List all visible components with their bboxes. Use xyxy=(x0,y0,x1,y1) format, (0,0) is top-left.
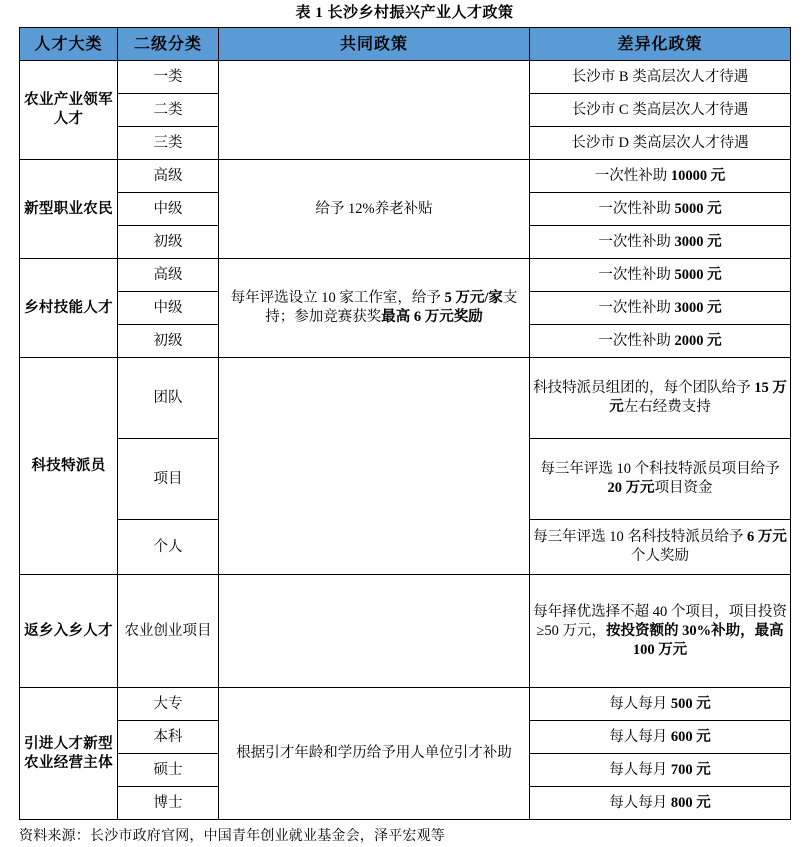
cell-subcategory: 硕士 xyxy=(118,754,219,787)
cell-differentiated-policy xyxy=(530,754,791,787)
diff-amount: 700 元 xyxy=(670,761,711,778)
cell-category-imported-talent: 引进人才新型农业经营主体 xyxy=(20,688,118,820)
diff-text: 一次性补助 xyxy=(598,233,675,250)
cell-differentiated-policy: 长沙市 B 类高层次人才待遇 xyxy=(530,61,791,94)
table-row xyxy=(20,61,791,94)
diff-text: 科技特派员组团的，每个团队给予 xyxy=(533,380,755,396)
cell-differentiated-policy xyxy=(530,688,791,721)
diff-amount: 15 万元 xyxy=(609,380,787,415)
cell-subcategory: 中级 xyxy=(118,193,219,226)
cell-differentiated-policy xyxy=(530,787,791,820)
diff-amount: 3000 元 xyxy=(674,299,722,316)
cell-common-policy xyxy=(219,259,530,358)
common-amount: 5 万元/家 xyxy=(444,290,503,306)
common-text: 每年评选设立 10 家工作室，给予 xyxy=(230,290,445,306)
cell-differentiated-policy xyxy=(530,160,791,193)
diff-text: 一次性补助 xyxy=(598,200,675,217)
common-amount: 最高 6 万元奖励 xyxy=(381,309,483,325)
diff-amount: 6 万元 xyxy=(747,529,787,545)
diff-text: 每人每月 xyxy=(609,794,671,811)
cell-common-policy xyxy=(219,575,530,688)
table-row xyxy=(20,575,791,688)
table-body xyxy=(20,61,791,820)
cell-common-policy xyxy=(219,358,530,575)
header-row xyxy=(20,28,791,61)
cell-subcategory: 项目 xyxy=(118,439,219,520)
cell-differentiated-policy xyxy=(530,226,791,259)
cell-differentiated-policy xyxy=(530,358,791,439)
diff-amount: 3000 元 xyxy=(674,233,722,250)
diff-amount: 500 元 xyxy=(670,695,711,712)
cell-common-policy: 根据引才年龄和学历给予用人单位引才补助 xyxy=(219,688,530,820)
column-header-category: 人才大类 xyxy=(20,28,118,61)
diff-amount: 按投资额的 30%补助，最高 100 万元 xyxy=(605,622,784,658)
cell-differentiated-policy: 长沙市 D 类高层次人才待遇 xyxy=(530,127,791,160)
policy-table-container xyxy=(19,27,790,820)
cell-differentiated-policy xyxy=(530,520,791,575)
page-title: 表 1 长沙乡村振兴产业人才政策 xyxy=(295,5,514,21)
diff-amount: 2000 元 xyxy=(674,332,722,349)
column-header-differentiated-policy: 差异化政策 xyxy=(530,28,791,61)
cell-subcategory: 个人 xyxy=(118,520,219,575)
diff-text: 每人每月 xyxy=(609,695,671,712)
cell-subcategory: 农业创业项目 xyxy=(118,575,219,688)
table-row xyxy=(20,358,791,439)
table-header xyxy=(20,28,791,61)
cell-subcategory: 大专 xyxy=(118,688,219,721)
diff-amount: 600 元 xyxy=(670,728,711,745)
table-row xyxy=(20,259,791,292)
diff-amount: 5000 元 xyxy=(674,266,722,283)
diff-text: 一次性补助 xyxy=(598,299,675,316)
diff-amount: 20 万元 xyxy=(607,480,655,496)
cell-differentiated-policy xyxy=(530,292,791,325)
policy-table xyxy=(19,27,791,820)
cell-category-tech-commissioner: 科技特派员 xyxy=(20,358,118,575)
cell-differentiated-policy xyxy=(530,721,791,754)
diff-text: 每三年评选 10 个科技特派员项目给予 xyxy=(540,461,780,477)
cell-subcategory: 高级 xyxy=(118,160,219,193)
cell-differentiated-policy xyxy=(530,439,791,520)
diff-text: 每人每月 xyxy=(609,728,671,745)
cell-subcategory: 本科 xyxy=(118,721,219,754)
diff-text: 每三年评选 10 名科技特派员给予 xyxy=(533,529,747,545)
cell-differentiated-policy xyxy=(530,575,791,688)
diff-text: 一次性补助 xyxy=(594,167,671,184)
diff-text: 项目资金 xyxy=(654,480,713,496)
common-text: 支持；参加竞赛获奖 xyxy=(265,290,518,325)
diff-text: 个人奖励 xyxy=(631,548,689,564)
diff-text: 每人每月 xyxy=(609,761,671,778)
cell-category-agri-leader: 农业产业领军人才 xyxy=(20,61,118,160)
source-note: 资料来源：长沙市政府官网，中国青年创业就业基金会，泽平宏观等 xyxy=(19,829,445,844)
cell-subcategory: 二类 xyxy=(118,94,219,127)
cell-differentiated-policy: 长沙市 C 类高层次人才待遇 xyxy=(530,94,791,127)
cell-category-returning-talent: 返乡入乡人才 xyxy=(20,575,118,688)
cell-subcategory: 三类 xyxy=(118,127,219,160)
diff-amount: 800 元 xyxy=(670,794,711,811)
diff-amount: 10000 元 xyxy=(670,167,726,184)
table-row xyxy=(20,688,791,721)
cell-subcategory: 一类 xyxy=(118,61,219,94)
diff-text: 一次性补助 xyxy=(598,266,675,283)
cell-subcategory: 高级 xyxy=(118,259,219,292)
table-row xyxy=(20,160,791,193)
cell-category-new-farmer: 新型职业农民 xyxy=(20,160,118,259)
cell-differentiated-policy xyxy=(530,259,791,292)
diff-text: 左右经费支持 xyxy=(623,399,711,415)
diff-text: 一次性补助 xyxy=(598,332,675,349)
cell-subcategory: 中级 xyxy=(118,292,219,325)
cell-differentiated-policy xyxy=(530,193,791,226)
column-header-subcategory: 二级分类 xyxy=(118,28,219,61)
cell-differentiated-policy xyxy=(530,325,791,358)
cell-subcategory: 博士 xyxy=(118,787,219,820)
column-header-common-policy: 共同政策 xyxy=(219,28,530,61)
diff-text: 每年择优选择不超 40 个项目，项目投资≥50 万元， xyxy=(533,603,787,639)
cell-subcategory: 团队 xyxy=(118,358,219,439)
diff-amount: 5000 元 xyxy=(674,200,722,217)
cell-category-rural-skill: 乡村技能人才 xyxy=(20,259,118,358)
cell-subcategory: 初级 xyxy=(118,226,219,259)
cell-subcategory: 初级 xyxy=(118,325,219,358)
cell-common-policy: 给予 12%养老补贴 xyxy=(219,160,530,259)
cell-common-policy xyxy=(219,61,530,160)
